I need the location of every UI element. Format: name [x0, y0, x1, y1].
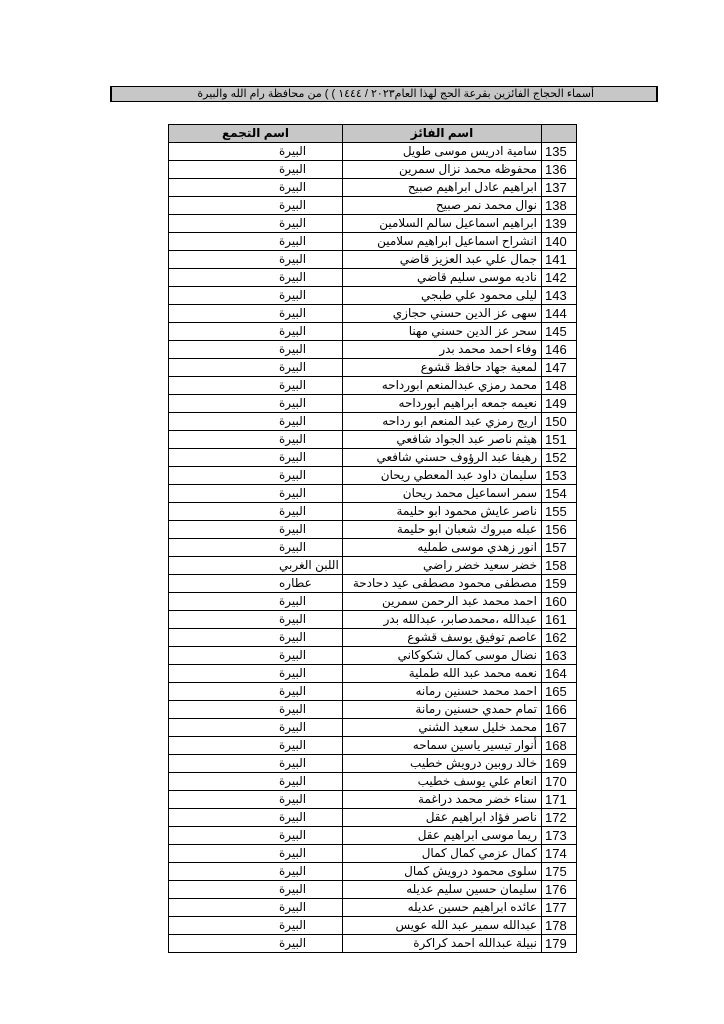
row-number: 152 — [542, 449, 577, 467]
row-name: سلوى محمود درويش كمال — [343, 863, 542, 881]
table-row — [169, 809, 577, 827]
row-name: خالد روبين درويش خطيب — [343, 755, 542, 773]
row-name: خضر سعيد خضر راضي — [343, 557, 542, 575]
row-name: انور زهدي موسى طمليه — [343, 539, 542, 557]
row-group: البيرة — [169, 809, 343, 827]
table-body — [169, 143, 577, 953]
row-number: 140 — [542, 233, 577, 251]
table-row — [169, 899, 577, 917]
header-num — [542, 125, 577, 143]
row-name: تمام حمدي حسنين رمانة — [343, 701, 542, 719]
row-name: رهيفا عبد الرؤوف حسني شافعي — [343, 449, 542, 467]
row-number: 145 — [542, 323, 577, 341]
row-name: محفوظه محمد نزال سمرين — [343, 161, 542, 179]
document-title: أسماء الحجاج الفائزين بقرعة الحج لهذا العام٢٠٢٣ / ١٤٤٤ ) ) من محافظة رام الله والبيرة — [197, 88, 594, 100]
row-group: البيرة — [169, 323, 343, 341]
row-number: 135 — [542, 143, 577, 161]
row-group: البيرة — [169, 467, 343, 485]
table-row — [169, 665, 577, 683]
table-row — [169, 431, 577, 449]
row-name: عائده ابراهيم حسين عديله — [343, 899, 542, 917]
row-group: البيرة — [169, 791, 343, 809]
row-group: البيرة — [169, 431, 343, 449]
table-row — [169, 611, 577, 629]
row-name: عبله مبروك شعبان ابو حليمة — [343, 521, 542, 539]
row-name: سحر عز الدين حسني مهنا — [343, 323, 542, 341]
row-name: ليلى محمود علي طبجي — [343, 287, 542, 305]
row-number: 167 — [542, 719, 577, 737]
row-group: البيرة — [169, 305, 343, 323]
table-row — [169, 935, 577, 953]
row-number: 139 — [542, 215, 577, 233]
row-group: البيرة — [169, 251, 343, 269]
row-name: لمعية جهاد حافظ قشوع — [343, 359, 542, 377]
row-group: البيرة — [169, 683, 343, 701]
table-row — [169, 413, 577, 431]
header-group: اسم التجمع — [169, 125, 343, 143]
row-name: محمد رمزي عبدالمنعم ابورداحه — [343, 377, 542, 395]
row-number: 179 — [542, 935, 577, 953]
row-number: 178 — [542, 917, 577, 935]
table-row — [169, 395, 577, 413]
table-row — [169, 701, 577, 719]
row-group: البيرة — [169, 719, 343, 737]
row-name: سهى عز الدين حسني حجازي — [343, 305, 542, 323]
row-group: البيرة — [169, 449, 343, 467]
row-number: 154 — [542, 485, 577, 503]
row-group: البيرة — [169, 863, 343, 881]
row-name: سليمان داود عبد المعطي ريحان — [343, 467, 542, 485]
table-row — [169, 161, 577, 179]
table-row — [169, 197, 577, 215]
row-group: البيرة — [169, 539, 343, 557]
table-row — [169, 143, 577, 161]
row-name: كمال عزمي كمال كمال — [343, 845, 542, 863]
row-name: مصطفى محمود مصطفى عيد دحادحة — [343, 575, 542, 593]
header-name: اسم الفائز — [343, 125, 542, 143]
row-name: سناء خضر محمد دراغمة — [343, 791, 542, 809]
row-group: البيرة — [169, 287, 343, 305]
row-number: 141 — [542, 251, 577, 269]
row-name: ناصر عايش محمود ابو حليمة — [343, 503, 542, 521]
row-group: البيرة — [169, 701, 343, 719]
table-row — [169, 575, 577, 593]
row-number: 164 — [542, 665, 577, 683]
table-row — [169, 737, 577, 755]
row-name: سمر اسماعيل محمد ريحان — [343, 485, 542, 503]
table-row — [169, 269, 577, 287]
row-number: 163 — [542, 647, 577, 665]
row-number: 166 — [542, 701, 577, 719]
row-name: نوال محمد نمر صبيح — [343, 197, 542, 215]
row-number: 143 — [542, 287, 577, 305]
row-number: 144 — [542, 305, 577, 323]
row-number: 161 — [542, 611, 577, 629]
row-name: عاصم توفيق يوسف قشوع — [343, 629, 542, 647]
table-row — [169, 521, 577, 539]
row-group: البيرة — [169, 665, 343, 683]
row-number: 137 — [542, 179, 577, 197]
table-row — [169, 287, 577, 305]
table-row — [169, 233, 577, 251]
row-number: 170 — [542, 773, 577, 791]
table-row — [169, 215, 577, 233]
row-group: البيرة — [169, 737, 343, 755]
table-row — [169, 863, 577, 881]
row-name: انعام علي يوسف خطيب — [343, 773, 542, 791]
row-group: عطاره — [169, 575, 343, 593]
row-number: 174 — [542, 845, 577, 863]
row-name: أنوار تيسير ياسين سماحه — [343, 737, 542, 755]
table-row — [169, 773, 577, 791]
row-group: البيرة — [169, 341, 343, 359]
row-group: البيرة — [169, 359, 343, 377]
row-name: احمد محمد حسنين رمانه — [343, 683, 542, 701]
table-row — [169, 449, 577, 467]
row-number: 160 — [542, 593, 577, 611]
row-name: ريما موسى ابراهيم عقل — [343, 827, 542, 845]
row-number: 150 — [542, 413, 577, 431]
row-name: سليمان حسين سليم عديله — [343, 881, 542, 899]
table-row — [169, 917, 577, 935]
table-row — [169, 359, 577, 377]
table-row — [169, 323, 577, 341]
table-row — [169, 179, 577, 197]
row-number: 151 — [542, 431, 577, 449]
row-group: البيرة — [169, 485, 343, 503]
row-number: 172 — [542, 809, 577, 827]
table-row — [169, 647, 577, 665]
row-group: البيرة — [169, 611, 343, 629]
row-group: البيرة — [169, 881, 343, 899]
table-row — [169, 827, 577, 845]
row-number: 149 — [542, 395, 577, 413]
row-number: 158 — [542, 557, 577, 575]
table-row — [169, 251, 577, 269]
row-group: البيرة — [169, 143, 343, 161]
row-number: 162 — [542, 629, 577, 647]
row-number: 171 — [542, 791, 577, 809]
row-number: 177 — [542, 899, 577, 917]
table-row — [169, 485, 577, 503]
row-number: 169 — [542, 755, 577, 773]
row-name: نعمه محمد عبد الله طملية — [343, 665, 542, 683]
row-name: وفاء احمد محمد بدر — [343, 341, 542, 359]
row-name: ابراهيم عادل ابراهيم صبيح — [343, 179, 542, 197]
row-number: 168 — [542, 737, 577, 755]
row-group: البيرة — [169, 899, 343, 917]
table-row — [169, 719, 577, 737]
row-name: ناصر فؤاد ابراهيم عقل — [343, 809, 542, 827]
table-row — [169, 305, 577, 323]
row-name: نضال موسى كمال شكوكاني — [343, 647, 542, 665]
row-group: البيرة — [169, 395, 343, 413]
table-row — [169, 881, 577, 899]
row-group: البيرة — [169, 503, 343, 521]
table-row — [169, 503, 577, 521]
row-number: 136 — [542, 161, 577, 179]
row-name: جمال علي عبد العزيز قاضي — [343, 251, 542, 269]
winners-table-container — [168, 124, 576, 953]
row-group: البيرة — [169, 773, 343, 791]
row-name: انشراح اسماعيل ابراهيم سلامين — [343, 233, 542, 251]
row-number: 175 — [542, 863, 577, 881]
row-name: عبدالله سمير عبد الله عويس — [343, 917, 542, 935]
row-group: اللبن الغربي — [169, 557, 343, 575]
row-number: 153 — [542, 467, 577, 485]
row-name: هيثم ناصر عبد الجواد شافعي — [343, 431, 542, 449]
row-group: البيرة — [169, 215, 343, 233]
row-number: 146 — [542, 341, 577, 359]
row-group: البيرة — [169, 935, 343, 953]
table-row — [169, 341, 577, 359]
row-number: 157 — [542, 539, 577, 557]
table-row — [169, 467, 577, 485]
row-name: سامية ادريس موسى طويل — [343, 143, 542, 161]
table-row — [169, 593, 577, 611]
table-row — [169, 557, 577, 575]
row-group: البيرة — [169, 755, 343, 773]
row-group: البيرة — [169, 629, 343, 647]
row-number: 159 — [542, 575, 577, 593]
row-group: البيرة — [169, 827, 343, 845]
row-number: 138 — [542, 197, 577, 215]
row-name: ناديه موسى سليم قاضي — [343, 269, 542, 287]
document-title-bar — [110, 86, 658, 102]
row-group: البيرة — [169, 269, 343, 287]
row-group: البيرة — [169, 161, 343, 179]
table-row — [169, 845, 577, 863]
row-number: 165 — [542, 683, 577, 701]
table-row — [169, 629, 577, 647]
row-name: محمد خليل سعيد الشني — [343, 719, 542, 737]
table-row — [169, 755, 577, 773]
row-name: ابراهيم اسماعيل سالم السلامين — [343, 215, 542, 233]
table-row — [169, 791, 577, 809]
row-group: البيرة — [169, 413, 343, 431]
row-group: البيرة — [169, 647, 343, 665]
row-number: 148 — [542, 377, 577, 395]
winners-table — [168, 124, 577, 953]
row-group: البيرة — [169, 197, 343, 215]
row-name: اريج رمزي عبد المنعم ابو رداحه — [343, 413, 542, 431]
row-number: 176 — [542, 881, 577, 899]
row-number: 147 — [542, 359, 577, 377]
table-row — [169, 683, 577, 701]
row-group: البيرة — [169, 593, 343, 611]
row-group: البيرة — [169, 377, 343, 395]
table-row — [169, 539, 577, 557]
row-number: 142 — [542, 269, 577, 287]
row-number: 173 — [542, 827, 577, 845]
table-header-row — [169, 125, 577, 143]
row-group: البيرة — [169, 233, 343, 251]
row-name: عبدالله ،محمدصابر، عبدالله بدر — [343, 611, 542, 629]
row-name: نبيلة عبدالله احمد كراكرة — [343, 935, 542, 953]
row-number: 156 — [542, 521, 577, 539]
row-name: احمد محمد عبد الرحمن سمرين — [343, 593, 542, 611]
row-number: 155 — [542, 503, 577, 521]
row-name: نعيمه جمعه ابراهيم ابورداحه — [343, 395, 542, 413]
row-group: البيرة — [169, 179, 343, 197]
row-group: البيرة — [169, 845, 343, 863]
row-group: البيرة — [169, 917, 343, 935]
table-row — [169, 377, 577, 395]
row-group: البيرة — [169, 521, 343, 539]
